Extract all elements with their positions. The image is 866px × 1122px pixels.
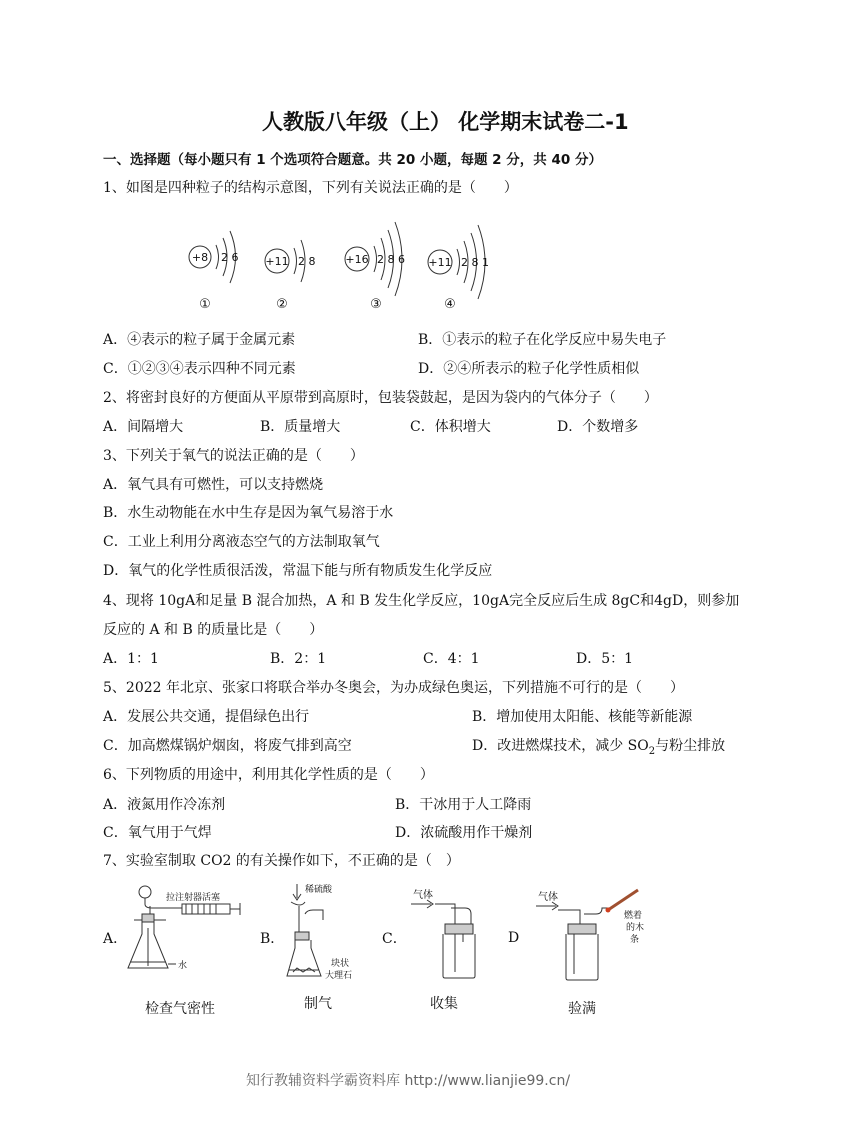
q5-option-c: C．加高燃煤锅炉烟囱，将废气排到高空 xyxy=(103,738,352,754)
marble-label-2: 大理石 xyxy=(325,971,353,981)
q6-option-d: D．浓硫酸用作干燥剂 xyxy=(395,825,533,841)
caption-fullness: 验满 xyxy=(568,1001,596,1017)
q1-option-a: A．④表示的粒子属于金属元素 xyxy=(103,332,296,348)
q5-option-b: B．增加使用太阳能、核能等新能源 xyxy=(472,709,693,725)
q3-stem: 3、下列关于氧气的说法正确的是（ ） xyxy=(103,448,364,464)
atom4-label: ④ xyxy=(444,297,456,312)
q7-option-d: D xyxy=(508,930,520,946)
atom3-label: ③ xyxy=(370,297,382,312)
burning-stick-label-3: 条 xyxy=(630,935,640,945)
q1-stem: 1、如图是四种粒子的结构示意图，下列有关说法正确的是（ ） xyxy=(103,180,518,196)
q1-option-b: B．①表示的粒子在化学反应中易失电子 xyxy=(418,332,667,348)
q6-option-c: C．氧气用于气焊 xyxy=(103,825,212,841)
section-heading: 一、选择题（每小题只有 1 个选项符合题意。共 20 小题，每题 2 分，共 40 分） xyxy=(103,152,602,168)
q1-option-d: D．②④所表示的粒子化学性质相似 xyxy=(418,361,640,377)
apparatus-airtightness-check xyxy=(122,882,250,982)
q7-option-a: A． xyxy=(103,931,128,947)
gas-label-d: 气体 xyxy=(538,892,558,903)
atom4-nucleus: +11 xyxy=(428,256,452,269)
atom2-label: ② xyxy=(276,297,288,312)
q3-option-b: B．水生动物能在水中生存是因为氧气易溶于水 xyxy=(103,505,394,521)
apparatus-gas-collection xyxy=(405,888,485,982)
atom1-shells: 2 6 xyxy=(221,251,239,264)
q4-option-b: B．2：1 xyxy=(270,651,327,667)
atom3-shells: 2 8 6 xyxy=(377,253,405,266)
q4-stem-line2: 反应的 A 和 B 的质量比是（ ） xyxy=(103,622,324,638)
q4-option-d: D．5：1 xyxy=(576,651,634,667)
atom1-nucleus: +8 xyxy=(191,251,209,264)
q4-option-a: A．1：1 xyxy=(103,651,159,667)
q3-option-d: D．氧气的化学性质很活泼，常温下能与所有物质发生化学反应 xyxy=(103,563,493,579)
caption-collect: 收集 xyxy=(430,996,458,1012)
q5-option-a: A．发展公共交通，提倡绿色出行 xyxy=(103,709,310,725)
burning-stick-label-1: 燃着 xyxy=(624,911,643,921)
atom2-nucleus: +11 xyxy=(265,255,289,268)
q5-option-d-pre: D．改进燃煤技术，减少 SO xyxy=(472,738,649,754)
atom1-label: ① xyxy=(199,297,211,312)
caption-generate-gas: 制气 xyxy=(304,996,332,1012)
caption-airtightness: 检查气密性 xyxy=(145,1001,215,1017)
footer-source: 知行教辅资料学霸资料库 http://www.lianjie99.cn/ xyxy=(246,1073,571,1089)
apparatus-gas-generation xyxy=(283,880,363,988)
page-title: 人教版八年级（上） 化学期末试卷二-1 xyxy=(262,110,629,134)
q5-option-d-sub: 2 xyxy=(648,745,656,757)
q7-option-c: C． xyxy=(382,931,407,947)
atom4-shells: 2 8 1 xyxy=(461,256,489,269)
q4-option-c: C．4：1 xyxy=(423,651,480,667)
atom3-nucleus: +16 xyxy=(345,253,369,266)
q2-option-c: C．体积增大 xyxy=(410,419,491,435)
q6-option-a: A．液氮用作冷冻剂 xyxy=(103,797,226,813)
apparatus-fullness-test xyxy=(530,888,670,988)
q4-stem-line1: 4、现将 10gA和足量 B 混合加热，A 和 B 发生化学反应，10gA完全反应后生成 8gC和4gD，则参加 xyxy=(103,593,740,609)
atom2-shells: 2 8 xyxy=(298,255,316,268)
q1-option-c: C．①②③④表示四种不同元素 xyxy=(103,361,296,377)
q5-option-d xyxy=(472,735,725,757)
q2-option-d: D．个数增多 xyxy=(557,419,639,435)
q5-stem: 5、2022 年北京、张家口将联合举办冬奥会，为办成绿色奥运，下列措施不可行的是（ ） xyxy=(103,680,684,696)
q3-option-a: A．氧气具有可燃性，可以支持燃烧 xyxy=(103,477,324,493)
q2-option-b: B．质量增大 xyxy=(260,419,341,435)
gas-label-c: 气体 xyxy=(413,890,433,901)
q7-stem: 7、实验室制取 CO2 的有关操作如下，不正确的是（ ） xyxy=(103,853,460,869)
acid-label: 稀硫酸 xyxy=(305,885,333,895)
q3-option-c: C．工业上利用分离液态空气的方法制取氧气 xyxy=(103,534,380,550)
q7-option-b: B． xyxy=(260,931,285,947)
q5-option-d-post: 与粉尘排放 xyxy=(655,738,726,754)
q6-stem: 6、下列物质的用途中，利用其化学性质的是（ ） xyxy=(103,767,434,783)
marble-label-1: 块状 xyxy=(331,959,350,969)
syringe-label: 拉注射器活塞 xyxy=(166,893,221,903)
atom-structure-diagram xyxy=(180,212,510,314)
q2-option-a: A．间隔增大 xyxy=(103,419,184,435)
water-label: 水 xyxy=(178,961,188,971)
burning-stick-label-2: 的木 xyxy=(626,923,645,933)
q2-stem: 2、将密封良好的方便面从平原带到高原时，包装袋鼓起，是因为袋内的气体分子（ ） xyxy=(103,390,658,406)
q6-option-b: B．干冰用于人工降雨 xyxy=(395,797,532,813)
